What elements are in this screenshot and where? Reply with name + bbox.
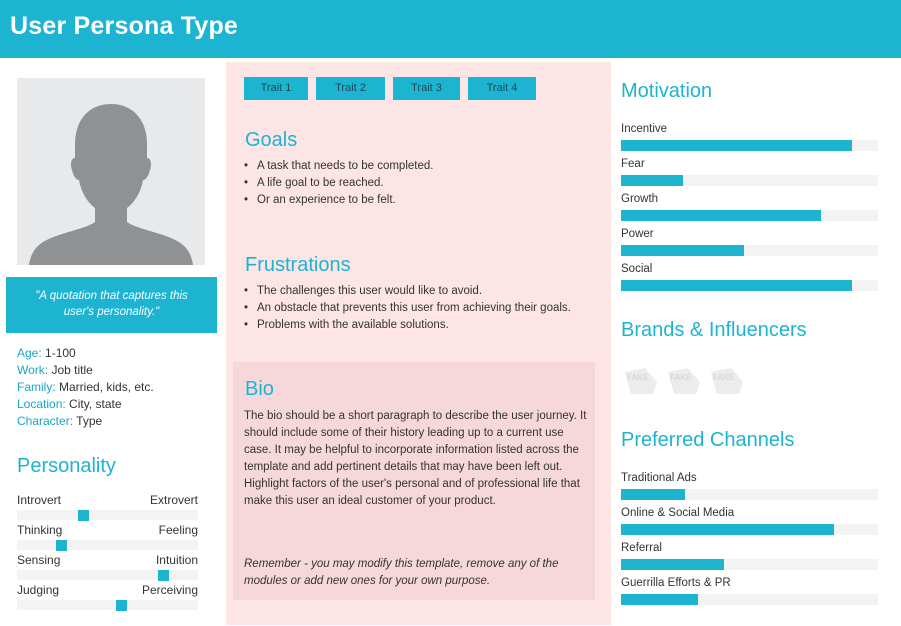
- slider-knob: [116, 600, 127, 611]
- slider-knob: [158, 570, 169, 581]
- detail-label: Character:: [17, 414, 74, 428]
- bio-title: Bio: [245, 378, 274, 400]
- detail-label: Age:: [17, 346, 42, 360]
- bar-track: [621, 280, 878, 291]
- bar-label: Growth: [621, 193, 659, 205]
- brand-logo-text: FAKE: [713, 373, 735, 382]
- bio-note: Remember - you may modify this template, remove any of the modules or add new ones for your own purpose.: [244, 558, 559, 587]
- detail-value: 1-100: [45, 346, 76, 360]
- person-silhouette-icon: [17, 78, 205, 265]
- bar-fill: [621, 245, 744, 256]
- detail-label: Family:: [17, 380, 56, 394]
- slider-left-label: Thinking: [17, 523, 63, 537]
- detail-value: Job title: [51, 363, 93, 377]
- list-item: • A life goal to be reached.: [244, 175, 433, 192]
- frustrations-list: [244, 283, 571, 334]
- motivation-title: Motivation: [621, 80, 713, 102]
- list-item: • A task that needs to be completed.: [244, 158, 433, 175]
- trait-tag: Trait 2: [316, 77, 385, 100]
- detail-label: Work:: [17, 363, 49, 377]
- bar-fill: [621, 559, 724, 570]
- list-item: • The challenges this user would like to avoid.: [244, 283, 571, 300]
- bar-label: Referral: [621, 542, 662, 554]
- slider-right-label: Feeling: [158, 523, 198, 537]
- slider-right-label: Perceiving: [141, 583, 198, 597]
- bar-track: [621, 245, 878, 256]
- detail-value: Married, kids, etc.: [59, 380, 154, 394]
- bar-track: [621, 559, 878, 570]
- detail-family: [17, 379, 154, 396]
- brand-logo-text: FAKE: [627, 373, 649, 382]
- slider-right-label: Extrovert: [149, 493, 198, 507]
- brand-logo-text: FAKE: [670, 373, 692, 382]
- frustrations-title: Frustrations: [245, 254, 351, 276]
- slider-left-label: Judging: [17, 583, 60, 597]
- detail-work: [17, 362, 154, 379]
- slider-left-label: Introvert: [17, 493, 62, 507]
- page-title: User Persona Type: [10, 12, 239, 40]
- fake-brand-logo-icon: [666, 366, 702, 396]
- bar-label: Power: [621, 228, 654, 240]
- bar-track: [621, 210, 878, 221]
- detail-character: [17, 413, 154, 430]
- bar-track: [621, 524, 878, 535]
- bar-label: Fear: [621, 158, 645, 170]
- detail-age: [17, 345, 154, 362]
- bar-fill: [621, 489, 685, 500]
- bar-fill: [621, 140, 852, 151]
- trait-tag: Trait 3: [393, 77, 460, 100]
- slider-track: [17, 540, 198, 550]
- bar-label: Guerrilla Efforts & PR: [621, 577, 731, 589]
- bar-fill: [621, 524, 834, 535]
- trait-tag: Trait 1: [244, 77, 308, 100]
- list-item: • Problems with the available solutions.: [244, 317, 571, 334]
- slider-track: [17, 510, 198, 520]
- slider-left-label: Sensing: [17, 553, 61, 567]
- slider-track: [17, 600, 198, 610]
- detail-value: Type: [76, 414, 103, 428]
- header-bar: [0, 0, 901, 58]
- bar-label: Incentive: [621, 123, 668, 135]
- brands-title: Brands & Influencers: [621, 319, 807, 341]
- slider-knob: [78, 510, 89, 521]
- detail-value: City, state: [69, 397, 122, 411]
- fake-brand-logo-icon: [709, 366, 745, 396]
- bar-fill: [621, 210, 821, 221]
- detail-label: Location:: [17, 397, 66, 411]
- bar-track: [621, 594, 878, 605]
- bar-label: Social: [621, 263, 653, 275]
- list-item: • Or an experience to be felt.: [244, 192, 433, 209]
- personality-title: Personality: [17, 455, 116, 477]
- slider-knob: [56, 540, 67, 551]
- bio-text: The bio should be a short paragraph to describe the user journey. It should include some of their history leading up to a current use case. It may be helpful to incorporate information listed across the template and add pertinent details that may have been left out. Highlight factors of the user's personal and of professional life that make this user an ideal customer of your product.: [244, 410, 587, 507]
- goals-list: [244, 158, 433, 209]
- bar-track: [621, 175, 878, 186]
- channels-title: Preferred Channels: [621, 429, 795, 451]
- bar-fill: [621, 280, 852, 291]
- detail-location: [17, 396, 154, 413]
- fake-brand-logo-icon: [623, 366, 659, 396]
- list-item: • An obstacle that prevents this user from achieving their goals.: [244, 300, 571, 317]
- profile-details: [17, 345, 154, 430]
- bar-label: Traditional Ads: [621, 472, 697, 484]
- goals-title: Goals: [245, 129, 298, 151]
- slider-right-label: Intuition: [155, 553, 198, 567]
- trait-tag: Trait 4: [468, 77, 536, 100]
- bar-track: [621, 489, 878, 500]
- bar-label: Online & Social Media: [621, 507, 735, 519]
- bar-track: [621, 140, 878, 151]
- avatar: [17, 78, 205, 265]
- slider-track: [17, 570, 198, 580]
- persona-quote: "A quotation that captures this user's personality.": [6, 277, 217, 333]
- bar-fill: [621, 594, 698, 605]
- bar-fill: [621, 175, 683, 186]
